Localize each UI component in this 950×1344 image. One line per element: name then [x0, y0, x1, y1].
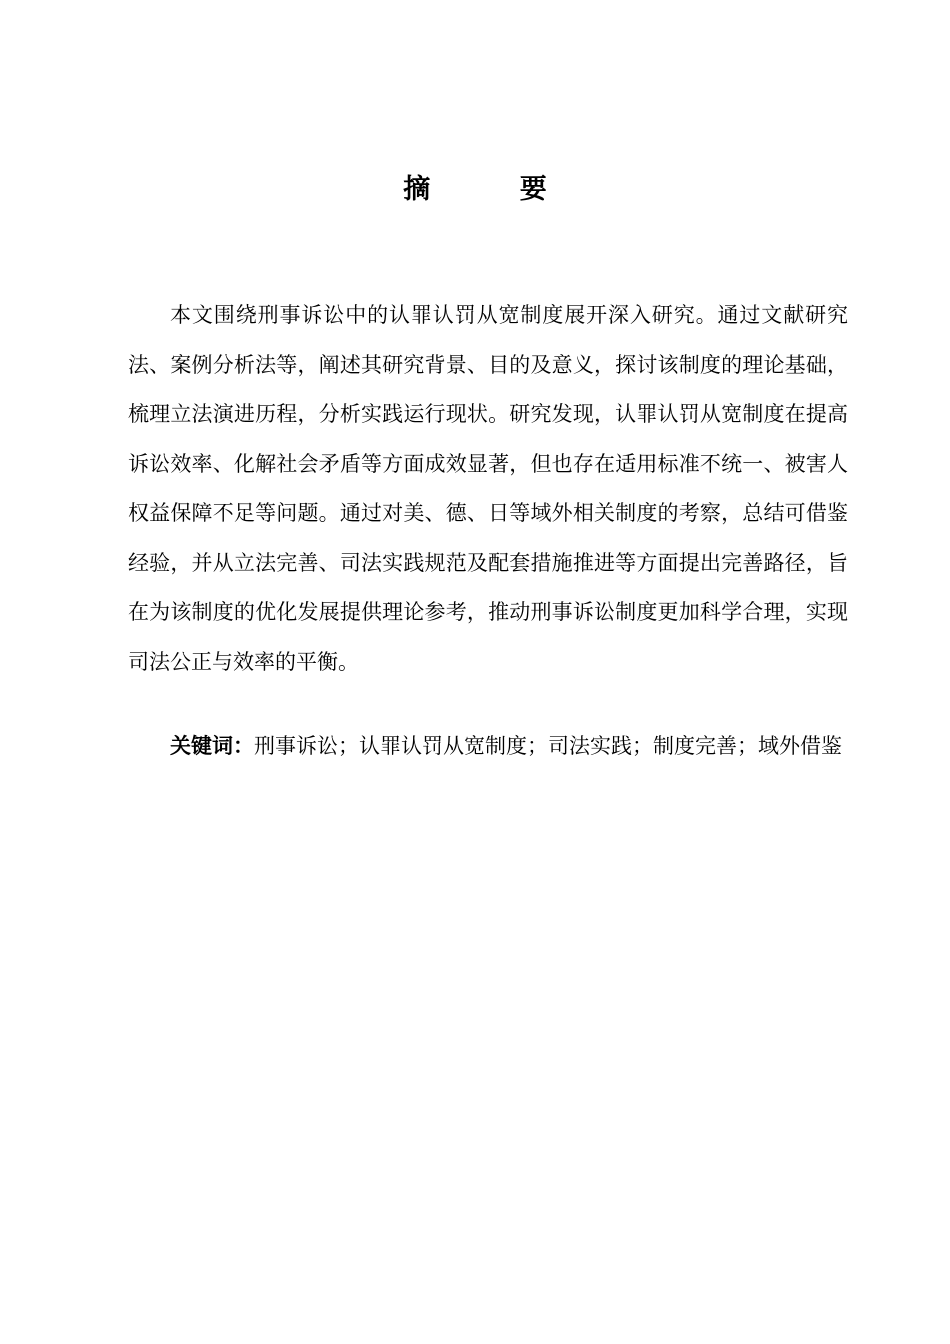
keywords-paragraph	[128, 722, 860, 772]
page-title: 摘 要	[403, 174, 587, 206]
abstract-paragraph: 本文围绕刑事诉讼中的认罪认罚从宽制度展开深入研究。通过文献研究法、案例分析法等，阐述其研究背景、目的及意义，探讨该制度的理论基础，梳理立法演进历程，分析实践运行现状。研究发现，认罪认罚从宽制度在提高诉讼效率、化解社会矛盾等方面成效显著，但也存在适用标准不统一、被害人权益保障不足等问题。通过对美、德、日等域外相关制度的考察，总结可借鉴经验，并从立法完善、司法实践规范及配套措施推进等方面提出完善路径，旨在为该制度的优化发展提供理论参考，推动刑事诉讼制度更加科学合理，实现司法公正与效率的平衡。	[128, 303, 848, 674]
keywords-text: 刑事诉讼；认罪认罚从宽制度；司法实践；制度完善；域外借鉴	[254, 734, 842, 758]
keywords-label: 关键词：	[170, 734, 254, 758]
